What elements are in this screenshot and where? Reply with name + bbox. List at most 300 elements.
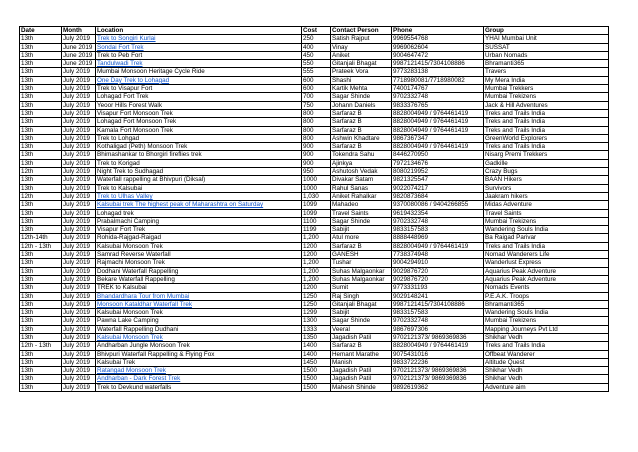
cell-date[interactable]: 13th: [20, 350, 62, 358]
cell-group[interactable]: YHAI Mumbai Unit: [484, 35, 609, 43]
cell-phone[interactable]: 9833157583: [392, 226, 484, 234]
cell-date[interactable]: 13th: [20, 325, 62, 333]
header-location[interactable]: Location: [96, 27, 302, 35]
cell-month[interactable]: July 2019: [62, 317, 96, 325]
cell-month[interactable]: July 2019: [62, 134, 96, 142]
cell-group[interactable]: Gadkille: [484, 159, 609, 167]
cell-location[interactable]: Visapur Fort Trek: [96, 226, 302, 234]
cell-month[interactable]: June 2019: [62, 43, 96, 51]
cell-contact-person[interactable]: Sagar Shinde: [331, 93, 392, 101]
cell-date[interactable]: 13th: [20, 275, 62, 283]
cell-contact-person[interactable]: Sabijit: [331, 309, 392, 317]
cell-cost[interactable]: 1,200: [302, 267, 331, 275]
cell-location[interactable]: Trek to Songiri Kurlai: [96, 35, 302, 43]
cell-phone[interactable]: 7738374948: [392, 251, 484, 259]
cell-location[interactable]: Trek to Kalsubai: [96, 184, 302, 192]
cell-location[interactable]: Sondai Fort Trek: [96, 43, 302, 51]
cell-date[interactable]: 13th: [20, 209, 62, 217]
cell-phone[interactable]: 8446270950: [392, 151, 484, 159]
cell-location[interactable]: Kalsubai trek The highest peak of Maharashtra on Saturday: [96, 201, 302, 209]
cell-phone[interactable]: 9833376765: [392, 101, 484, 109]
cell-contact-person[interactable]: Satish Rajput: [331, 35, 392, 43]
cell-month[interactable]: July 2019: [62, 383, 96, 391]
cell-group[interactable]: Aquarius Peak Adventure: [484, 267, 609, 275]
cell-cost[interactable]: 800: [302, 134, 331, 142]
cell-contact-person[interactable]: Sarfaraz B: [331, 118, 392, 126]
cell-cost[interactable]: 1000: [302, 176, 331, 184]
cell-phone[interactable]: 8888448969: [392, 234, 484, 242]
cell-group[interactable]: Mapping Journeys Pvt Ltd: [484, 325, 609, 333]
cell-contact-person[interactable]: Ajinkya: [331, 159, 392, 167]
cell-group[interactable]: P.E.A.K. Troops: [484, 292, 609, 300]
cell-month[interactable]: July 2019: [62, 325, 96, 333]
cell-group[interactable]: Treks and Trails India: [484, 143, 609, 151]
cell-cost[interactable]: 1350: [302, 333, 331, 341]
cell-phone[interactable]: 8828004949 / 9764461419: [392, 109, 484, 117]
cell-month[interactable]: July 2019: [62, 234, 96, 242]
header-group[interactable]: Group: [484, 27, 609, 35]
cell-group[interactable]: Mumbai Trekkers: [484, 85, 609, 93]
cell-group[interactable]: Ba Raigad Parivar: [484, 234, 609, 242]
cell-group[interactable]: Treks and Trails India: [484, 342, 609, 350]
cell-date[interactable]: 13th: [20, 375, 62, 383]
cell-cost[interactable]: 1250: [302, 300, 331, 308]
cell-contact-person[interactable]: Suhas Malgaonkar: [331, 275, 392, 283]
cell-month[interactable]: July 2019: [62, 184, 96, 192]
cell-date[interactable]: 13th: [20, 367, 62, 375]
cell-cost[interactable]: 1300: [302, 317, 331, 325]
cell-location[interactable]: Kalsubai Monsoon Trek: [96, 242, 302, 250]
cell-month[interactable]: July 2019: [62, 85, 96, 93]
cell-cost[interactable]: 700: [302, 93, 331, 101]
cell-group[interactable]: SUSSAT: [484, 43, 609, 51]
cell-month[interactable]: July 2019: [62, 309, 96, 317]
cell-cost[interactable]: 800: [302, 126, 331, 134]
cell-location[interactable]: Kamala Fort Monsoon Trek: [96, 126, 302, 134]
cell-date[interactable]: 13th: [20, 201, 62, 209]
cell-cost[interactable]: 450: [302, 51, 331, 59]
cell-location[interactable]: Kalsubai Trek: [96, 358, 302, 366]
cell-contact-person[interactable]: Hemant Marathe: [331, 350, 392, 358]
cell-month[interactable]: July 2019: [62, 333, 96, 341]
cell-phone[interactable]: 9702121373/ 9869369836: [392, 375, 484, 383]
cell-location[interactable]: Bhimashankar to Bhorgiri fireflies trek: [96, 151, 302, 159]
cell-cost[interactable]: 1400: [302, 342, 331, 350]
cell-month[interactable]: July 2019: [62, 201, 96, 209]
cell-phone[interactable]: 8080219952: [392, 168, 484, 176]
cell-group[interactable]: Nisarg Premi Trekkers: [484, 151, 609, 159]
cell-phone[interactable]: 9820873684: [392, 192, 484, 200]
cell-cost[interactable]: 1200: [302, 251, 331, 259]
cell-contact-person[interactable]: Tushar: [331, 259, 392, 267]
cell-phone[interactable]: 9702332748: [392, 217, 484, 225]
cell-contact-person[interactable]: Mahadeo: [331, 201, 392, 209]
cell-phone[interactable]: 9619432354: [392, 209, 484, 217]
cell-location[interactable]: Monsoon Kataldhar Waterfall Trek: [96, 300, 302, 308]
cell-date[interactable]: 13th: [20, 284, 62, 292]
cell-cost[interactable]: 950: [302, 168, 331, 176]
cell-location[interactable]: Trek to Peb Fort: [96, 51, 302, 59]
cell-group[interactable]: Treks and Trails India: [484, 109, 609, 117]
cell-month[interactable]: July 2019: [62, 176, 96, 184]
cell-date[interactable]: 13th: [20, 251, 62, 259]
cell-contact-person[interactable]: Manish: [331, 358, 392, 366]
cell-contact-person[interactable]: Suhas Malgaonkar: [331, 267, 392, 275]
cell-phone[interactable]: 9702121373/ 9869369836: [392, 367, 484, 375]
cell-location[interactable]: Ratangad Monsoon Trek: [96, 367, 302, 375]
cell-month[interactable]: July 2019: [62, 300, 96, 308]
cell-date[interactable]: 13th: [20, 217, 62, 225]
cell-location[interactable]: Yeoor Hills Forest Walk: [96, 101, 302, 109]
cell-location[interactable]: Bhandardhara Tour from Mumbai: [96, 292, 302, 300]
cell-contact-person[interactable]: Sabijit: [331, 226, 392, 234]
cell-phone[interactable]: 9773283138: [392, 68, 484, 76]
cell-cost[interactable]: 900: [302, 151, 331, 159]
cell-group[interactable]: Nomads Events: [484, 284, 609, 292]
cell-cost[interactable]: 750: [302, 101, 331, 109]
cell-contact-person[interactable]: Ashutosh Vedak: [331, 168, 392, 176]
cell-cost[interactable]: 1,200: [302, 234, 331, 242]
cell-group[interactable]: Wandering Souls India: [484, 309, 609, 317]
cell-location[interactable]: Rohida-Rajgad-Raigad: [96, 234, 302, 242]
cell-month[interactable]: July 2019: [62, 284, 96, 292]
cell-group[interactable]: Midas Adventure: [484, 201, 609, 209]
cell-location[interactable]: Trek to Devkund waterfalls: [96, 383, 302, 391]
cell-cost[interactable]: 1,030: [302, 192, 331, 200]
cell-contact-person[interactable]: Aniket: [331, 51, 392, 59]
cell-location[interactable]: Kalsubai Monsoon Trek: [96, 309, 302, 317]
cell-cost[interactable]: 600: [302, 76, 331, 84]
cell-month[interactable]: July 2019: [62, 151, 96, 159]
cell-cost[interactable]: 1500: [302, 383, 331, 391]
cell-phone[interactable]: 8828004949 / 9764461419: [392, 118, 484, 126]
cell-contact-person[interactable]: Johann Daniels: [331, 101, 392, 109]
cell-date[interactable]: 13th: [20, 176, 62, 184]
cell-date[interactable]: 13th: [20, 35, 62, 43]
cell-group[interactable]: Treks and Trails India: [484, 126, 609, 134]
cell-month[interactable]: July 2019: [62, 217, 96, 225]
cell-phone[interactable]: 9004647472: [392, 51, 484, 59]
cell-location[interactable]: Prabalmachi Camping: [96, 217, 302, 225]
cell-contact-person[interactable]: Gitanjali Bhagat: [331, 60, 392, 68]
cell-location[interactable]: Waterfall Rappelling Dudhani: [96, 325, 302, 333]
cell-phone[interactable]: 9987121415/7304108886: [392, 300, 484, 308]
cell-phone[interactable]: 9833157583: [392, 309, 484, 317]
cell-contact-person[interactable]: Atul more: [331, 234, 392, 242]
cell-month[interactable]: July 2019: [62, 209, 96, 217]
cell-month[interactable]: July 2019: [62, 342, 96, 350]
cell-location[interactable]: Samrad Reverse Waterfall: [96, 251, 302, 259]
cell-phone[interactable]: 9370080086 / 9404266855: [392, 201, 484, 209]
cell-phone[interactable]: 8828004949 / 9764461419: [392, 242, 484, 250]
cell-location[interactable]: Kothaligad (Peth) Monsoon Trek: [96, 143, 302, 151]
cell-cost[interactable]: 1250: [302, 292, 331, 300]
cell-group[interactable]: Jaakram hikers: [484, 192, 609, 200]
cell-contact-person[interactable]: Kartik Mehta: [331, 85, 392, 93]
cell-group[interactable]: GreenWorld Explorers: [484, 134, 609, 142]
cell-location[interactable]: Bekare Waterfall Rappelling: [96, 275, 302, 283]
cell-cost[interactable]: 800: [302, 109, 331, 117]
cell-month[interactable]: July 2019: [62, 168, 96, 176]
cell-location[interactable]: Andharban - Dark Forest Trek: [96, 375, 302, 383]
cell-location[interactable]: Trek to Visapur Fort: [96, 85, 302, 93]
cell-cost[interactable]: 600: [302, 85, 331, 93]
cell-cost[interactable]: 800: [302, 118, 331, 126]
cell-group[interactable]: Offbeat Wanderer: [484, 350, 609, 358]
cell-month[interactable]: July 2019: [62, 275, 96, 283]
cell-date[interactable]: 13th: [20, 358, 62, 366]
cell-phone[interactable]: 8828004949 / 9764461419: [392, 342, 484, 350]
cell-cost[interactable]: 1400: [302, 350, 331, 358]
cell-phone[interactable]: 9969554768: [392, 35, 484, 43]
cell-date[interactable]: 13th: [20, 184, 62, 192]
cell-date[interactable]: 13th: [20, 159, 62, 167]
cell-location[interactable]: Trek to Korigad: [96, 159, 302, 167]
cell-month[interactable]: July 2019: [62, 118, 96, 126]
cell-group[interactable]: Mumbai Trekizens: [484, 217, 609, 225]
cell-date[interactable]: 13th: [20, 309, 62, 317]
cell-group[interactable]: Wandering Souls India: [484, 226, 609, 234]
cell-location[interactable]: Visapur Fort Monsoon Trek: [96, 109, 302, 117]
cell-cost[interactable]: 1000: [302, 184, 331, 192]
cell-group[interactable]: Altitude Quest: [484, 358, 609, 366]
cell-phone[interactable]: 9029876720: [392, 275, 484, 283]
cell-month[interactable]: July 2019: [62, 259, 96, 267]
cell-month[interactable]: July 2019: [62, 159, 96, 167]
cell-cost[interactable]: 900: [302, 159, 331, 167]
cell-location[interactable]: Andharban Jungle Monsoon Trek: [96, 342, 302, 350]
cell-month[interactable]: July 2019: [62, 76, 96, 84]
cell-date[interactable]: 13th: [20, 118, 62, 126]
cell-cost[interactable]: 400: [302, 43, 331, 51]
cell-month[interactable]: July 2019: [62, 375, 96, 383]
cell-group[interactable]: My Mera India: [484, 76, 609, 84]
cell-contact-person[interactable]: Veeral: [331, 325, 392, 333]
cell-contact-person[interactable]: Travel Saints: [331, 209, 392, 217]
cell-month[interactable]: July 2019: [62, 242, 96, 250]
cell-group[interactable]: Shikhar Vedh: [484, 367, 609, 375]
cell-contact-person[interactable]: Prateek Vora: [331, 68, 392, 76]
cell-contact-person[interactable]: Sarfaraz B: [331, 342, 392, 350]
cell-location[interactable]: Trek to Lohgad: [96, 134, 302, 142]
cell-contact-person[interactable]: Vinay: [331, 43, 392, 51]
cell-phone[interactable]: 9833722236: [392, 358, 484, 366]
cell-contact-person[interactable]: Mahesh Shinde: [331, 383, 392, 391]
cell-month[interactable]: July 2019: [62, 367, 96, 375]
cell-location[interactable]: Bhivpuri Waterfall Rappelling & Flying Fox: [96, 350, 302, 358]
cell-date[interactable]: 13th: [20, 43, 62, 51]
cell-contact-person[interactable]: Ashwin Khadtare: [331, 134, 392, 142]
cell-phone[interactable]: 9702332748: [392, 93, 484, 101]
cell-contact-person[interactable]: Divakar Satam: [331, 176, 392, 184]
cell-group[interactable]: Crazy Bugs: [484, 168, 609, 176]
cell-cost[interactable]: 1,200: [302, 275, 331, 283]
cell-month[interactable]: July 2019: [62, 350, 96, 358]
cell-phone[interactable]: 9029876720: [392, 267, 484, 275]
cell-group[interactable]: Shikhar Vedh: [484, 375, 609, 383]
cell-cost[interactable]: 1450: [302, 358, 331, 366]
cell-cost[interactable]: 1100: [302, 217, 331, 225]
cell-contact-person[interactable]: Sarfaraz B: [331, 242, 392, 250]
cell-contact-person[interactable]: Sagar Shinde: [331, 317, 392, 325]
cell-phone[interactable]: 9867697306: [392, 325, 484, 333]
cell-date[interactable]: 13th: [20, 259, 62, 267]
cell-cost[interactable]: 1500: [302, 367, 331, 375]
cell-date[interactable]: 12th: [20, 192, 62, 200]
cell-cost[interactable]: 1299: [302, 309, 331, 317]
cell-group[interactable]: Wanderlust Express: [484, 259, 609, 267]
cell-contact-person[interactable]: Aniket Rahalkar: [331, 192, 392, 200]
cell-phone[interactable]: 9821325547: [392, 176, 484, 184]
cell-group[interactable]: Survivors: [484, 184, 609, 192]
cell-location[interactable]: Pawna Lake Camping: [96, 317, 302, 325]
cell-cost[interactable]: 1099: [302, 209, 331, 217]
cell-group[interactable]: Bhramanti365: [484, 60, 609, 68]
cell-location[interactable]: Trek to Ulhas Valley: [96, 192, 302, 200]
cell-date[interactable]: 13th: [20, 85, 62, 93]
cell-group[interactable]: Treks and Trails India: [484, 242, 609, 250]
cell-location[interactable]: Tandulwadi Trek: [96, 60, 302, 68]
cell-phone[interactable]: 9969062604: [392, 43, 484, 51]
cell-cost[interactable]: 1099: [302, 201, 331, 209]
cell-cost[interactable]: 550: [302, 60, 331, 68]
cell-phone[interactable]: 8828004949 / 9764461419: [392, 143, 484, 151]
cell-location[interactable]: Lohagad Fort Trek: [96, 93, 302, 101]
cell-contact-person[interactable]: Jagadish Patil: [331, 367, 392, 375]
cell-group[interactable]: Mumbai Trekizens: [484, 317, 609, 325]
cell-date[interactable]: 13th: [20, 68, 62, 76]
cell-date[interactable]: 12th - 13th: [20, 342, 62, 350]
cell-month[interactable]: July 2019: [62, 251, 96, 259]
cell-date[interactable]: 13th: [20, 60, 62, 68]
cell-contact-person[interactable]: Jagadish Patil: [331, 333, 392, 341]
cell-phone[interactable]: 9075431016: [392, 350, 484, 358]
cell-group[interactable]: Adventure aim: [484, 383, 609, 391]
cell-cost[interactable]: 1200: [302, 242, 331, 250]
cell-phone[interactable]: 9892619362: [392, 383, 484, 391]
cell-date[interactable]: 13th: [20, 101, 62, 109]
cell-contact-person[interactable]: Gitanjali Bhagat: [331, 300, 392, 308]
cell-date[interactable]: 13th: [20, 126, 62, 134]
cell-group[interactable]: Bhramanti365: [484, 300, 609, 308]
header-phone[interactable]: Phone: [392, 27, 484, 35]
cell-group[interactable]: Mumbai Trekizens: [484, 93, 609, 101]
cell-contact-person[interactable]: Sarfaraz B: [331, 126, 392, 134]
cell-phone[interactable]: 9702121373/ 9869369836: [392, 333, 484, 341]
cell-group[interactable]: BAAN Hikers: [484, 176, 609, 184]
cell-date[interactable]: 13th: [20, 143, 62, 151]
cell-cost[interactable]: 900: [302, 143, 331, 151]
cell-date[interactable]: 13th: [20, 51, 62, 59]
cell-month[interactable]: July 2019: [62, 109, 96, 117]
cell-phone[interactable]: 9987121415/7304108886: [392, 60, 484, 68]
cell-month[interactable]: July 2019: [62, 68, 96, 76]
cell-phone[interactable]: 9867367347: [392, 134, 484, 142]
cell-date[interactable]: 13th: [20, 76, 62, 84]
cell-cost[interactable]: 1,200: [302, 259, 331, 267]
cell-date[interactable]: 13th: [20, 93, 62, 101]
cell-cost[interactable]: 1200: [302, 284, 331, 292]
cell-month[interactable]: July 2019: [62, 101, 96, 109]
cell-location[interactable]: Dodhani Waterfall Rappelling: [96, 267, 302, 275]
cell-month[interactable]: July 2019: [62, 267, 96, 275]
cell-contact-person[interactable]: Sagar Shinde: [331, 217, 392, 225]
cell-location[interactable]: Mumbai Monsoon Heritage Cycle Ride: [96, 68, 302, 76]
cell-contact-person[interactable]: Jagadish Patil: [331, 375, 392, 383]
cell-contact-person[interactable]: Shashi: [331, 76, 392, 84]
cell-month[interactable]: July 2019: [62, 192, 96, 200]
cell-phone[interactable]: 9029148241: [392, 292, 484, 300]
cell-date[interactable]: 13th: [20, 151, 62, 159]
cell-month[interactable]: July 2019: [62, 226, 96, 234]
cell-location[interactable]: Waterfall rappelling at Bhivpuri (Diksal): [96, 176, 302, 184]
cell-group[interactable]: Urban Nomads: [484, 51, 609, 59]
cell-group[interactable]: Aquarius Peak Adventure: [484, 275, 609, 283]
cell-group[interactable]: Shikhar Vedh: [484, 333, 609, 341]
cell-cost[interactable]: 1333: [302, 325, 331, 333]
cell-group[interactable]: Travers: [484, 68, 609, 76]
cell-location[interactable]: Kalsubai Monsoon Trek: [96, 333, 302, 341]
cell-group[interactable]: Nomad Wanderers Life: [484, 251, 609, 259]
cell-group[interactable]: Treks and Trails India: [484, 118, 609, 126]
cell-month[interactable]: July 2019: [62, 143, 96, 151]
cell-location[interactable]: One Day Trek to Lohagad: [96, 76, 302, 84]
cell-phone[interactable]: 9702332748: [392, 317, 484, 325]
cell-date[interactable]: 13th: [20, 292, 62, 300]
cell-phone[interactable]: 9022074217: [392, 184, 484, 192]
cell-month[interactable]: July 2019: [62, 292, 96, 300]
cell-phone[interactable]: 7400174767: [392, 85, 484, 93]
cell-date[interactable]: 12th - 13th: [20, 242, 62, 250]
cell-date[interactable]: 13th: [20, 333, 62, 341]
cell-contact-person[interactable]: Sumit: [331, 284, 392, 292]
header-contact-person[interactable]: Contact Person: [331, 27, 392, 35]
cell-cost[interactable]: 250: [302, 35, 331, 43]
cell-contact-person[interactable]: Sarfaraz B: [331, 143, 392, 151]
cell-date[interactable]: 13th: [20, 383, 62, 391]
cell-phone[interactable]: 9004294910: [392, 259, 484, 267]
cell-location[interactable]: TREK to Kalsubai: [96, 284, 302, 292]
header-month[interactable]: Month: [62, 27, 96, 35]
cell-date[interactable]: 12th-14th: [20, 234, 62, 242]
cell-phone[interactable]: 8828004949 / 9764461419: [392, 126, 484, 134]
cell-cost[interactable]: 555: [302, 68, 331, 76]
cell-date[interactable]: 12th: [20, 168, 62, 176]
cell-location[interactable]: Lohagad Fort Monsoon Trek: [96, 118, 302, 126]
cell-month[interactable]: July 2019: [62, 126, 96, 134]
cell-cost[interactable]: 1500: [302, 375, 331, 383]
cell-cost[interactable]: 1199: [302, 226, 331, 234]
cell-date[interactable]: 13th: [20, 317, 62, 325]
cell-date[interactable]: 13th: [20, 134, 62, 142]
cell-contact-person[interactable]: GANESH: [331, 251, 392, 259]
cell-date[interactable]: 13th: [20, 300, 62, 308]
cell-location[interactable]: Lohagad trek: [96, 209, 302, 217]
cell-date[interactable]: 13th: [20, 226, 62, 234]
header-date[interactable]: Date: [20, 27, 62, 35]
cell-date[interactable]: 13th: [20, 267, 62, 275]
cell-contact-person[interactable]: Tokendra Sahu: [331, 151, 392, 159]
cell-contact-person[interactable]: Raj Singh: [331, 292, 392, 300]
cell-phone[interactable]: 7718980081/7718980082: [392, 76, 484, 84]
cell-location[interactable]: Rajmachi Monsoon Trek: [96, 259, 302, 267]
cell-month[interactable]: July 2019: [62, 93, 96, 101]
cell-contact-person[interactable]: Sarfaraz B: [331, 109, 392, 117]
cell-month[interactable]: July 2019: [62, 358, 96, 366]
cell-month[interactable]: June 2019: [62, 51, 96, 59]
cell-date[interactable]: 13th: [20, 109, 62, 117]
cell-location[interactable]: Night Trek to Sudhagad: [96, 168, 302, 176]
